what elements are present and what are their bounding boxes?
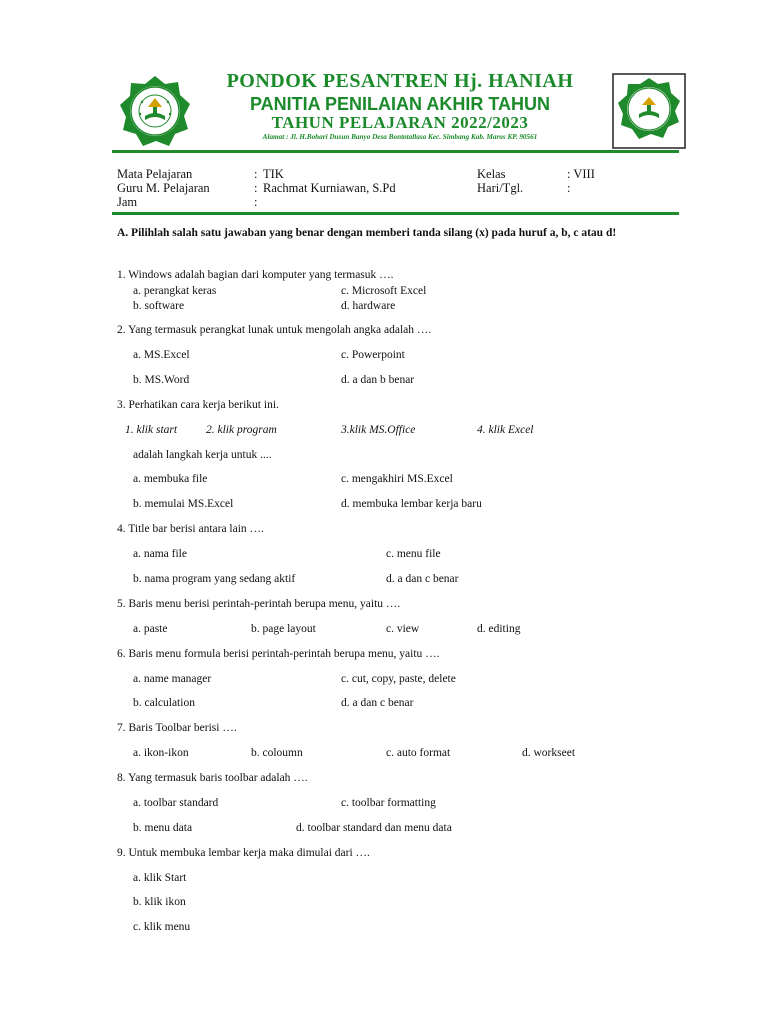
q6-option-c: c. cut, copy, paste, delete [341, 673, 456, 685]
q7-option-d: d. workseet [522, 747, 576, 759]
q2-option-d: d. a dan b benar [341, 374, 415, 386]
q4-option-d: d. a dan c benar [386, 573, 459, 585]
teacher-value: Rachmat Kurniawan, S.Pd [263, 181, 396, 195]
q3-option-c: c. mengakhiri MS.Excel [341, 473, 453, 485]
school-emblem-left [118, 74, 192, 148]
q6-option-a: a. name manager [133, 673, 212, 685]
q4-option-b: b. nama program yang sedang aktif [133, 573, 296, 585]
q1-option-a: a. perangkat keras [133, 285, 217, 297]
q7-option-a: a. ikon-ikon [133, 747, 189, 759]
teacher-separator: : [254, 181, 258, 195]
question-9: 9. Untuk membuka lembar kerja maka dimulai dari …. [117, 847, 370, 859]
q2-option-a: a. MS.Excel [133, 349, 190, 361]
q3-option-d: d. membuka lembar kerja baru [341, 498, 482, 510]
q3-step-3: 3.klik MS.Office [341, 424, 416, 436]
q9-option-b: b. klik ikon [133, 896, 186, 908]
q9-option-c: c. klik menu [133, 921, 191, 933]
academic-year: TAHUN PELAJARAN 2022/2023 [271, 113, 529, 132]
question-2: 2. Yang termasuk perangkat lunak untuk mengolah angka adalah …. [117, 324, 432, 336]
day-separator: : [567, 181, 571, 195]
q3-option-b: b. memulai MS.Excel [133, 498, 234, 510]
q3-step-4: 4. klik Excel [477, 424, 534, 436]
q8-option-b: b. menu data [133, 822, 193, 834]
question-6: 6. Baris menu formula berisi perintah-perintah berupa menu, yaitu …. [117, 648, 440, 660]
time-label: Jam [117, 195, 138, 209]
q3-option-a: a. membuka file [133, 473, 208, 485]
instruction-text: A. Pilihlah salah satu jawaban yang benar dengan memberi tanda silang (x) pada huruf a, b, c atau d! [117, 227, 617, 239]
teacher-label: Guru M. Pelajaran [117, 181, 210, 195]
q8-option-a: a. toolbar standard [133, 797, 219, 809]
class-label: Kelas [477, 167, 506, 181]
q8-option-d: d. toolbar standard dan menu data [296, 822, 452, 834]
q5-option-d: d. editing [477, 623, 521, 635]
q8-option-c: c. toolbar formatting [341, 797, 436, 809]
school-address: Alamat : Jl. H.Bohari Dusun Banyo Desa Bontotallasa Kec. Simbang Kab. Maros KP. 90561 [262, 133, 538, 141]
class-value: : VIII [567, 167, 595, 181]
q3-followup: adalah langkah kerja untuk .... [133, 449, 272, 461]
q1-option-d: d. hardware [341, 300, 396, 312]
question-3: 3. Perhatikan cara kerja berikut ini. [117, 399, 279, 411]
school-emblem-right [611, 72, 687, 150]
question-1: 1. Windows adalah bagian dari komputer yang termasuk …. [117, 269, 394, 281]
q7-option-b: b. coloumn [251, 747, 303, 759]
header-divider [112, 150, 679, 153]
question-7: 7. Baris Toolbar berisi …. [117, 722, 237, 734]
q4-option-a: a. nama file [133, 548, 187, 560]
question-8: 8. Yang termasuk baris toolbar adalah …. [117, 772, 308, 784]
q9-option-a: a. klik Start [133, 872, 187, 884]
day-label: Hari/Tgl. [477, 181, 524, 195]
q5-option-c: c. view [386, 623, 420, 635]
q1-option-c: c. Microsoft Excel [341, 285, 427, 297]
identity-divider [112, 212, 679, 215]
time-separator: : [254, 195, 258, 209]
q5-option-b: b. page layout [251, 623, 316, 635]
question-5: 5. Baris menu berisi perintah-perintah berupa menu, yaitu …. [117, 598, 401, 610]
question-4: 4. Title bar berisi antara lain …. [117, 523, 264, 535]
q2-option-b: b. MS.Word [133, 374, 190, 386]
q1-option-b: b. software [133, 300, 185, 312]
q3-step-2: 2. klik program [206, 424, 277, 436]
q3-step-1: 1. klik start [125, 424, 178, 436]
q6-option-b: b. calculation [133, 697, 195, 709]
subject-value: TIK [263, 167, 284, 181]
q7-option-c: c. auto format [386, 747, 451, 759]
school-name: PONDOK PESANTREN Hj. HANIAH [226, 70, 574, 92]
subject-label: Mata Pelajaran [117, 167, 193, 181]
q2-option-c: c. Powerpoint [341, 349, 405, 361]
q4-option-c: c. menu file [386, 548, 441, 560]
q6-option-d: d. a dan c benar [341, 697, 414, 709]
committee-name: PANITIA PENILAIAN AKHIR TAHUN [250, 94, 550, 114]
subject-separator: : [254, 167, 258, 181]
q5-option-a: a. paste [133, 623, 168, 635]
